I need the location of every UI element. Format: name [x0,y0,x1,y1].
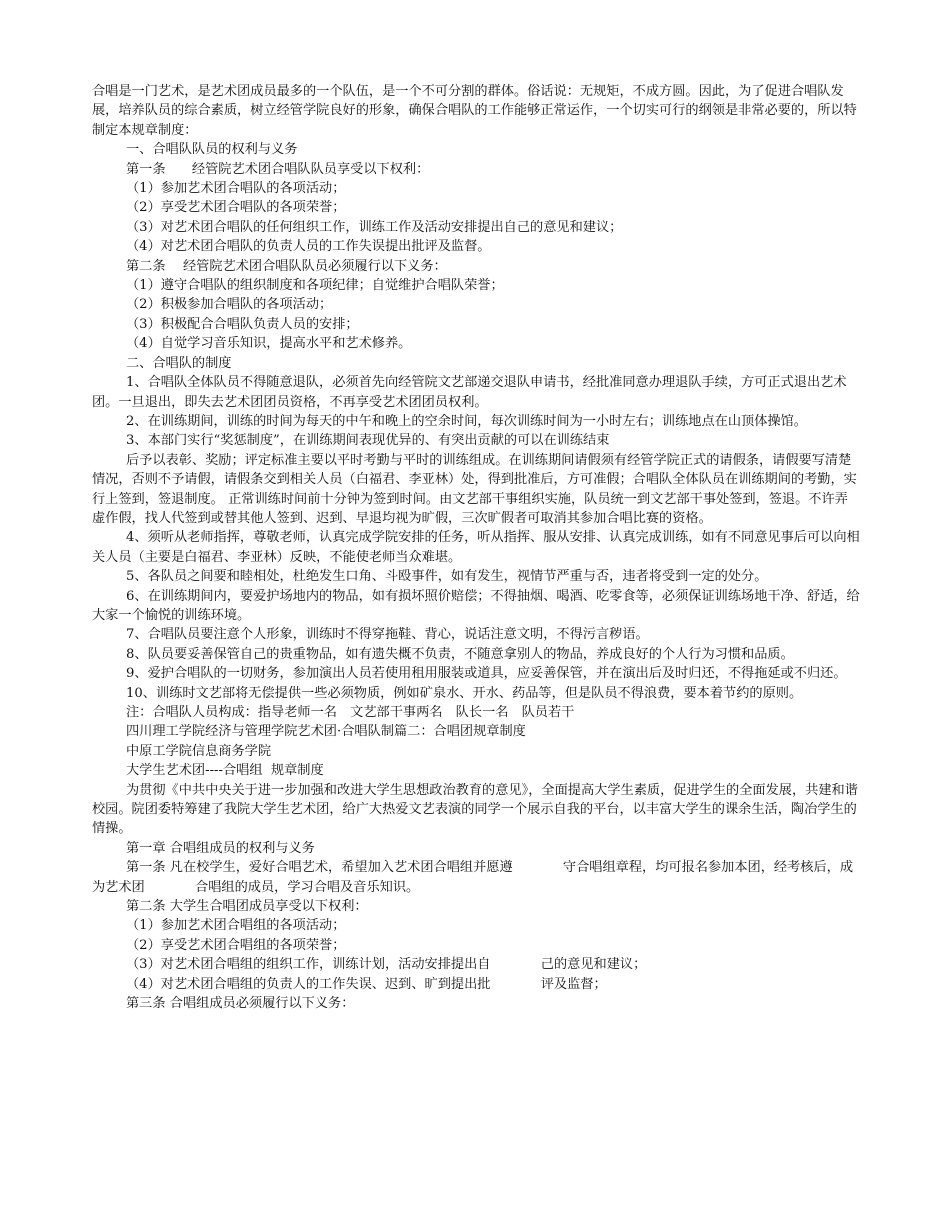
chapter-1-article-2-item: （4）对艺术团合唱组的负责人的工作失误、迟到、旷到提出批 评及监督； [126,976,607,992]
article-1-item: （2）享受艺术团合唱队的各项荣誉； [126,200,346,216]
rule-3-continuation: 后予以表彰、奖励；评定标准主要以平时考勤与平时的训练组成。在训练期间请假须有经管学院正式的请假条，请假要写清楚情况，否则不予请假，请假条交到相关人员（白福君、李亚林）处，得到批准后，方可准假；合唱队全体队员在训练期间的考勤，实行上签到，签退制度。 正常训练时间前十分钟为签到时间。由文艺部干事组织实施，队员统一到文艺部干事处签到，签退。不许弄虚作假，找人代签到或替其他人签到、迟到、早退均视为旷假，三次旷假者可取消其参加合唱比赛的资格。 [92,452,857,526]
article-1-item: （4）对艺术团合唱队的负责人员的工作失误提出批评及监督。 [126,239,491,255]
article-2-item: （1）遵守合唱队的组织制度和各项纪律；自觉维护合唱队荣誉； [126,278,504,294]
rule-1: 1、合唱队全体队员不得随意退队，必须首先向经管院文艺部递交退队申请书，经批准同意办理退队手续，方可正式退出艺术团。一旦退出，即失去艺术团团员资格，不再享受艺术团团员权利。 [92,375,847,410]
section-2-title: 二、合唱队的制度 [126,355,232,371]
chapter-1-article-2-item: （3）对艺术团合唱组的组织工作，训练计划，活动安排提出自 己的意见和建议； [126,957,647,973]
article-1-item: （1）参加艺术团合唱队的各项活动； [126,181,346,197]
chapter-1-article-2-item: （1）参加艺术团合唱组的各项活动； [126,918,346,934]
preface-paragraph: 为贯彻《中共中央关于进一步加强和改进大学生思想政治教育的意见》，全面提高大学生素质，促进学生的全面发展，共建和谐校园。院团委特筹建了我院大学生艺术团，给广大热爱文艺表演的同学一个展示自我的平台，以丰富大学生的课余生活，陶冶学生的情操。 [92,782,858,837]
chapter-1-title: 第一章 合唱组成员的权利与义务 [126,840,315,856]
source-line: 四川理工学院经济与管理学院艺术团·合唱队制篇二：合唱团规章制度 [126,724,526,740]
chapter-1-article-2: 第二条 大学生合唱团成员享受以下权利： [126,899,368,915]
rule-6: 6、在训练期间内，要爱护场地内的物品，如有损坏照价赔偿；不得抽烟、喝酒、吃零食等，必须保证训练场地干净、舒适，给大家一个愉悦的训练环境。 [92,588,860,623]
staffing-note: 注：合唱队人员构成：指导老师一名 文艺部干事两名 队长一名 队员若干 [126,705,575,720]
intro-paragraph: 合唱是一门艺术，是艺术团成员最多的一个队伍，是一个不可分割的群体。俗话说：无规矩，不成方圆。因此，为了促进合唱队发展，培养队员的综合素质，树立经管学院良好的形象，确保合唱队的工作能够正常运作，一个切实可行的纲领是非常必要的，所以特制定本规章制度： [92,84,857,138]
rule-10: 10、训练时文艺部将无偿提供一些必须物质，例如矿泉水、开水、药品等，但是队员不得浪费，要本着节约的原则。 [126,685,803,701]
rule-3: 3、本部门实行“奖惩制度”，在训练期间表现优异的、有突出贡献的可以在训练结束 [126,433,610,449]
section-1-title: 一、合唱队队员的权利与义务 [126,142,298,158]
regulation-title: 大学生艺术团----合唱组 规章制度 [126,763,324,779]
article-1-item: （3）对艺术团合唱队的任何组织工作，训练工作及活动安排提出自己的意见和建议； [126,219,623,235]
rule-5: 5、各队员之间要和睦相处，杜绝发生口角、斗殴事件，如有发生，视情节严重与否，违者将受到一定的处分。 [126,569,768,585]
article-2-item: （4）自觉学习音乐知识，提高水平和艺术修养。 [126,336,412,352]
chapter-1-article-2-item: （2）享受艺术团合唱组的各项荣誉； [126,937,346,953]
rule-7: 7、合唱队员要注意个人形象，训练时不得穿拖鞋、背心，说话注意文明，不得污言秽语。 [126,627,649,643]
article-2-item: （3）积极配合合唱队负责人员的安排； [126,316,359,332]
rule-8: 8、队员要妥善保管自己的贵重物品，如有遗失概不负责，不随意拿别人的物品，养成良好的个人行为习惯和品质。 [126,646,794,662]
rule-9: 9、爱护合唱队的一切财务，参加演出人员若使用租用服装或道具，应妥善保管，并在演出后及时归还，不得拖延或不归还。 [126,666,847,682]
article-1: 第一条 经管院艺术团合唱队队员享受以下权利： [126,161,430,177]
chapter-1-article-3: 第三条 合唱组成员必须履行以下义务： [126,996,355,1012]
chapter-1-article-1: 第一条 凡在校学生，爱好合唱艺术，希望加入艺术团合唱组并愿遵 守合唱组章程，均可报名参加本团，经考核后，成为艺术团 合唱组的成员，学习合唱及音乐知识。 [92,860,854,895]
rule-4: 4、须听从老师指挥，尊敬老师，认真完成学院安排的任务，听从指挥、服从安排、认真完成训练，如有不同意见事后可以向相关人员（主要是白福君、李亚林）反映，不能使老师当众难堪。 [92,530,860,565]
document-page [92,82,860,1014]
school-name: 中原工学院信息商务学院 [126,743,272,759]
article-2: 第二条 经管院艺术团合唱队队员必须履行以下义务： [126,258,447,274]
article-2-item: （2）积极参加合唱队的各项活动； [126,297,333,313]
rule-2: 2、在训练期间，训练的时间为每天的中午和晚上的空余时间，每次训练时间为一小时左右；训练地点在山顶体操馆。 [126,413,807,429]
